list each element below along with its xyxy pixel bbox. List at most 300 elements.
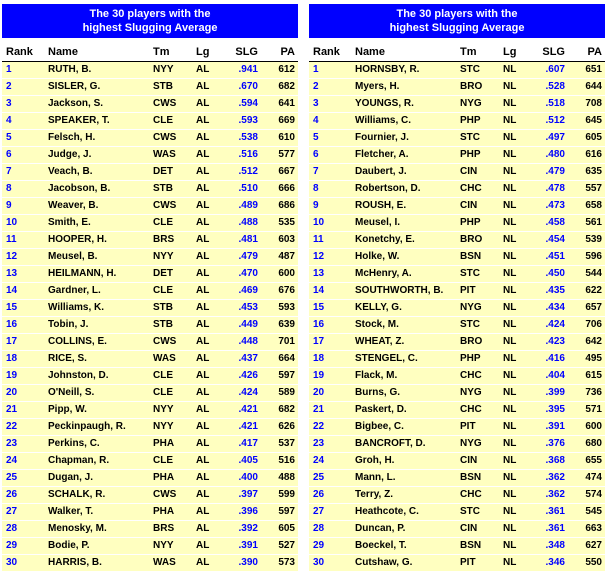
table-row — [2, 232, 298, 249]
panel-title — [309, 4, 605, 38]
slg-cell: .391 — [545, 421, 565, 432]
player-name-cell: Boeckel, T. — [355, 540, 407, 551]
slg-cell: .512 — [545, 115, 565, 126]
pa-cell: 597 — [278, 370, 295, 381]
slg-cell: .421 — [238, 421, 258, 432]
slg-cell: .510 — [238, 183, 258, 194]
pa-cell: 589 — [278, 387, 295, 398]
league-cell: AL — [196, 302, 210, 313]
rank-cell: 25 — [313, 472, 325, 483]
rank-cell: 8 — [313, 183, 319, 194]
slg-cell: .607 — [545, 64, 565, 75]
slg-cell: .423 — [545, 336, 565, 347]
slg-cell: .489 — [238, 200, 258, 211]
team-cell: NYY — [153, 251, 174, 262]
team-cell: CHC — [460, 489, 482, 500]
league-cell: NL — [503, 132, 517, 143]
slg-cell: .470 — [238, 268, 258, 279]
table-row — [2, 181, 298, 198]
table-row — [2, 130, 298, 147]
team-cell: STB — [153, 319, 173, 330]
rank-cell: 13 — [313, 268, 325, 279]
rank-cell: 24 — [313, 455, 325, 466]
table-row — [309, 555, 605, 572]
table-row — [2, 521, 298, 538]
title-line-2: highest Slugging Average — [389, 22, 525, 34]
table-row — [2, 385, 298, 402]
slg-cell: .391 — [238, 540, 258, 551]
rank-cell: 1 — [6, 64, 12, 75]
table-row — [309, 130, 605, 147]
pa-cell: 616 — [585, 149, 602, 160]
rank-cell: 26 — [6, 489, 18, 500]
league-cell: AL — [196, 98, 210, 109]
slg-cell: .362 — [545, 472, 565, 483]
table-row — [2, 487, 298, 504]
pa-cell: 527 — [278, 540, 295, 551]
table-row — [2, 436, 298, 453]
table-row — [2, 538, 298, 555]
team-cell: PIT — [460, 285, 476, 296]
pa-cell: 544 — [585, 268, 602, 279]
team-cell: CHC — [460, 404, 482, 415]
league-cell: NL — [503, 200, 517, 211]
player-name-cell: Perkins, C. — [48, 438, 100, 449]
team-cell: CLE — [153, 370, 173, 381]
league-cell: NL — [503, 370, 517, 381]
header-name: Name — [48, 46, 78, 58]
team-cell: BSN — [460, 251, 482, 262]
player-name-cell: Fournier, J. — [355, 132, 409, 143]
league-cell: AL — [196, 149, 210, 160]
player-name-cell: Konetchy, E. — [355, 234, 415, 245]
player-name-cell: Meusel, I. — [355, 217, 401, 228]
slg-cell: .424 — [238, 387, 258, 398]
rank-cell: 15 — [313, 302, 325, 313]
header-league: Lg — [503, 46, 517, 58]
slg-cell: .435 — [545, 285, 565, 296]
rank-cell: 9 — [313, 200, 319, 211]
league-cell: AL — [196, 319, 210, 330]
team-cell: NYG — [460, 387, 482, 398]
team-cell: PIT — [460, 557, 476, 568]
slg-cell: .454 — [545, 234, 565, 245]
league-cell: NL — [503, 115, 517, 126]
player-name-cell: Jackson, S. — [48, 98, 104, 109]
team-cell: CWS — [153, 200, 177, 211]
league-cell: AL — [196, 234, 210, 245]
header-rank: Rank — [6, 46, 33, 58]
pa-cell: 639 — [278, 319, 295, 330]
pa-cell: 612 — [278, 64, 295, 75]
pa-cell: 658 — [585, 200, 602, 211]
rank-cell: 30 — [313, 557, 325, 568]
pa-cell: 474 — [585, 472, 602, 483]
pa-cell: 682 — [278, 404, 295, 415]
league-cell: AL — [196, 115, 210, 126]
pa-cell: 644 — [585, 81, 602, 92]
league-cell: NL — [503, 336, 517, 347]
slg-cell: .362 — [545, 489, 565, 500]
table-row — [309, 96, 605, 113]
league-cell: NL — [503, 234, 517, 245]
team-cell: CIN — [460, 166, 478, 177]
team-cell: CIN — [460, 455, 478, 466]
header-rank: Rank — [313, 46, 340, 58]
rank-cell: 4 — [6, 115, 12, 126]
league-cell: NL — [503, 438, 517, 449]
rank-cell: 25 — [6, 472, 18, 483]
slg-cell: .396 — [238, 506, 258, 517]
slg-cell: .469 — [238, 285, 258, 296]
player-name-cell: Fletcher, A. — [355, 149, 409, 160]
slg-cell: .512 — [238, 166, 258, 177]
table-row — [309, 538, 605, 555]
slg-cell: .670 — [238, 81, 258, 92]
table-row — [309, 351, 605, 368]
league-cell: NL — [503, 149, 517, 160]
pa-cell: 605 — [278, 523, 295, 534]
slg-cell: .405 — [238, 455, 258, 466]
pa-cell: 708 — [585, 98, 602, 109]
slg-cell: .361 — [545, 523, 565, 534]
league-cell: AL — [196, 472, 210, 483]
slg-cell: .453 — [238, 302, 258, 313]
rank-cell: 20 — [313, 387, 325, 398]
rank-cell: 14 — [313, 285, 325, 296]
league-cell: AL — [196, 387, 210, 398]
table-row — [309, 419, 605, 436]
player-name-cell: Peckinpaugh, R. — [48, 421, 126, 432]
player-name-cell: Cutshaw, G. — [355, 557, 413, 568]
pa-cell: 669 — [278, 115, 295, 126]
pa-cell: 655 — [585, 455, 602, 466]
rank-cell: 15 — [6, 302, 18, 313]
table-row — [309, 79, 605, 96]
slg-cell: .434 — [545, 302, 565, 313]
slg-cell: .376 — [545, 438, 565, 449]
rank-cell: 27 — [6, 506, 18, 517]
player-name-cell: Williams, C. — [355, 115, 412, 126]
title-line-2: highest Slugging Average — [82, 22, 218, 34]
rank-cell: 10 — [313, 217, 325, 228]
team-cell: PHP — [460, 115, 481, 126]
slg-cell: .480 — [545, 149, 565, 160]
table-row — [2, 504, 298, 521]
header-team: Tm — [153, 46, 170, 58]
slg-cell: .479 — [545, 166, 565, 177]
team-cell: PHP — [460, 217, 481, 228]
player-name-cell: Williams, K. — [48, 302, 105, 313]
table-row — [2, 419, 298, 436]
rank-cell: 24 — [6, 455, 18, 466]
league-cell: NL — [503, 81, 517, 92]
slg-cell: .518 — [545, 98, 565, 109]
league-cell: AL — [196, 506, 210, 517]
team-cell: DET — [153, 166, 173, 177]
table-row — [309, 113, 605, 130]
team-cell: NYY — [153, 421, 174, 432]
table-row — [2, 453, 298, 470]
team-cell: NYG — [460, 302, 482, 313]
team-cell: NYY — [153, 404, 174, 415]
player-name-cell: Bodie, P. — [48, 540, 90, 551]
table-row — [2, 334, 298, 351]
player-name-cell: Myers, H. — [355, 81, 400, 92]
table-row — [2, 402, 298, 419]
pa-cell: 537 — [278, 438, 295, 449]
title-line-1: The 30 players with the — [89, 8, 211, 20]
pa-cell: 495 — [585, 353, 602, 364]
slg-cell: .593 — [238, 115, 258, 126]
rank-cell: 28 — [313, 523, 325, 534]
pa-cell: 682 — [278, 81, 295, 92]
header-slg: SLG — [542, 46, 565, 58]
league-cell: AL — [196, 489, 210, 500]
rank-cell: 9 — [6, 200, 12, 211]
team-cell: CLE — [153, 115, 173, 126]
pa-cell: 701 — [278, 336, 295, 347]
player-name-cell: Paskert, D. — [355, 404, 407, 415]
player-name-cell: Jacobson, B. — [48, 183, 111, 194]
slg-cell: .473 — [545, 200, 565, 211]
table-row — [309, 283, 605, 300]
rank-cell: 18 — [313, 353, 325, 364]
player-name-cell: Stock, M. — [355, 319, 399, 330]
player-name-cell: Menosky, M. — [48, 523, 107, 534]
table-row — [309, 504, 605, 521]
pa-cell: 488 — [278, 472, 295, 483]
slg-cell: .392 — [238, 523, 258, 534]
player-name-cell: Flack, M. — [355, 370, 398, 381]
team-cell: PHA — [153, 472, 175, 483]
header-name: Name — [355, 46, 385, 58]
team-cell: STB — [153, 81, 173, 92]
pa-cell: 593 — [278, 302, 295, 313]
league-cell: AL — [196, 132, 210, 143]
league-cell: AL — [196, 268, 210, 279]
pa-cell: 535 — [278, 217, 295, 228]
pa-cell: 596 — [585, 251, 602, 262]
table-row — [2, 470, 298, 487]
pa-cell: 642 — [585, 336, 602, 347]
league-cell: NL — [503, 557, 517, 568]
team-cell: DET — [153, 268, 173, 279]
left-panel-al — [2, 4, 298, 572]
player-name-cell: Holke, W. — [355, 251, 400, 262]
slg-cell: .449 — [238, 319, 258, 330]
team-cell: STC — [460, 64, 480, 75]
league-cell: AL — [196, 81, 210, 92]
league-cell: NL — [503, 251, 517, 262]
slg-cell: .400 — [238, 472, 258, 483]
table-row — [309, 453, 605, 470]
table-body — [309, 62, 605, 572]
table-row — [309, 147, 605, 164]
pa-cell: 539 — [585, 234, 602, 245]
slg-cell: .528 — [545, 81, 565, 92]
slg-cell: .416 — [545, 353, 565, 364]
pa-cell: 736 — [585, 387, 602, 398]
table-row — [2, 283, 298, 300]
team-cell: PHP — [460, 353, 481, 364]
pa-cell: 635 — [585, 166, 602, 177]
slg-cell: .448 — [238, 336, 258, 347]
slg-cell: .424 — [545, 319, 565, 330]
rank-cell: 7 — [313, 166, 319, 177]
panel-title — [2, 4, 298, 38]
team-cell: STB — [153, 183, 173, 194]
rank-cell: 20 — [6, 387, 18, 398]
team-cell: PHA — [153, 438, 175, 449]
player-name-cell: Meusel, B. — [48, 251, 98, 262]
slg-cell: .417 — [238, 438, 258, 449]
player-name-cell: COLLINS, E. — [48, 336, 107, 347]
table-row — [309, 232, 605, 249]
player-name-cell: Robertson, D. — [355, 183, 421, 194]
table-row — [2, 113, 298, 130]
slg-cell: .348 — [545, 540, 565, 551]
rank-cell: 29 — [313, 540, 325, 551]
team-cell: NYY — [153, 540, 174, 551]
player-name-cell: Mann, L. — [355, 472, 396, 483]
team-cell: CWS — [153, 132, 177, 143]
rank-cell: 2 — [6, 81, 12, 92]
team-cell: CLE — [153, 217, 173, 228]
table-row — [309, 317, 605, 334]
player-name-cell: Duncan, P. — [355, 523, 406, 534]
player-name-cell: Veach, B. — [48, 166, 93, 177]
rank-cell: 2 — [313, 81, 319, 92]
league-cell: AL — [196, 370, 210, 381]
table-row — [2, 249, 298, 266]
player-name-cell: Heathcote, C. — [355, 506, 419, 517]
title-line-1: The 30 players with the — [396, 8, 518, 20]
slg-cell: .458 — [545, 217, 565, 228]
team-cell: BRO — [460, 81, 483, 92]
player-name-cell: O'Neill, S. — [48, 387, 95, 398]
league-cell: NL — [503, 268, 517, 279]
team-cell: CWS — [153, 98, 177, 109]
team-cell: CLE — [153, 387, 173, 398]
league-cell: NL — [503, 506, 517, 517]
pa-cell: 516 — [278, 455, 295, 466]
slg-cell: .478 — [545, 183, 565, 194]
slg-cell: .426 — [238, 370, 258, 381]
player-name-cell: Weaver, B. — [48, 200, 99, 211]
league-cell: NL — [503, 421, 517, 432]
team-cell: PHA — [153, 506, 175, 517]
league-cell: NL — [503, 285, 517, 296]
pa-cell: 676 — [278, 285, 295, 296]
player-name-cell: Terry, Z. — [355, 489, 393, 500]
player-name-cell: RUTH, B. — [48, 64, 92, 75]
pa-cell: 666 — [278, 183, 295, 194]
league-cell: AL — [196, 455, 210, 466]
league-cell: NL — [503, 387, 517, 398]
player-name-cell: Gardner, L. — [48, 285, 101, 296]
league-cell: AL — [196, 336, 210, 347]
player-name-cell: SPEAKER, T. — [48, 115, 110, 126]
table-row — [2, 266, 298, 283]
team-cell: BRO — [460, 234, 483, 245]
league-cell: AL — [196, 251, 210, 262]
team-cell: WAS — [153, 353, 176, 364]
team-cell: STB — [153, 302, 173, 313]
rank-cell: 19 — [313, 370, 325, 381]
table-row — [309, 300, 605, 317]
pa-cell: 686 — [278, 200, 295, 211]
rank-cell: 22 — [6, 421, 18, 432]
slg-cell: .451 — [545, 251, 565, 262]
slg-cell: .399 — [545, 387, 565, 398]
rank-cell: 17 — [6, 336, 18, 347]
slg-cell: .941 — [238, 64, 258, 75]
rank-cell: 5 — [313, 132, 319, 143]
column-header-row — [2, 44, 298, 62]
player-name-cell: STENGEL, C. — [355, 353, 418, 364]
pa-cell: 600 — [278, 268, 295, 279]
column-header-row — [309, 44, 605, 62]
slg-cell: .421 — [238, 404, 258, 415]
rank-cell: 14 — [6, 285, 18, 296]
league-cell: AL — [196, 421, 210, 432]
slg-cell: .368 — [545, 455, 565, 466]
league-cell: NL — [503, 64, 517, 75]
rank-cell: 13 — [6, 268, 18, 279]
team-cell: STC — [460, 319, 480, 330]
table-row — [309, 164, 605, 181]
table-row — [309, 249, 605, 266]
pa-cell: 651 — [585, 64, 602, 75]
player-name-cell: SOUTHWORTH, B. — [355, 285, 444, 296]
league-cell: AL — [196, 200, 210, 211]
team-cell: BRS — [153, 523, 175, 534]
header-pa: PA — [587, 46, 602, 58]
team-cell: BRO — [460, 336, 483, 347]
player-name-cell: HOOPER, H. — [48, 234, 107, 245]
table-row — [309, 334, 605, 351]
table-row — [2, 368, 298, 385]
player-name-cell: Bigbee, C. — [355, 421, 404, 432]
team-cell: STC — [460, 268, 480, 279]
rank-cell: 11 — [6, 234, 17, 245]
table-row — [309, 402, 605, 419]
rank-cell: 1 — [313, 64, 319, 75]
table-row — [309, 470, 605, 487]
rank-cell: 11 — [313, 234, 324, 245]
rank-cell: 10 — [6, 217, 18, 228]
rank-cell: 3 — [313, 98, 319, 109]
pa-cell: 557 — [585, 183, 602, 194]
header-slg: SLG — [235, 46, 258, 58]
rank-cell: 23 — [313, 438, 325, 449]
rank-cell: 29 — [6, 540, 18, 551]
league-cell: AL — [196, 64, 210, 75]
team-cell: BSN — [460, 540, 482, 551]
team-cell: CIN — [460, 200, 478, 211]
rank-cell: 12 — [6, 251, 18, 262]
table-row — [309, 521, 605, 538]
league-cell: NL — [503, 166, 517, 177]
table-row — [2, 300, 298, 317]
slg-cell: .361 — [545, 506, 565, 517]
player-name-cell: SISLER, G. — [48, 81, 101, 92]
pa-cell: 706 — [585, 319, 602, 330]
pa-cell: 667 — [278, 166, 295, 177]
rank-cell: 7 — [6, 166, 12, 177]
table-row — [2, 147, 298, 164]
